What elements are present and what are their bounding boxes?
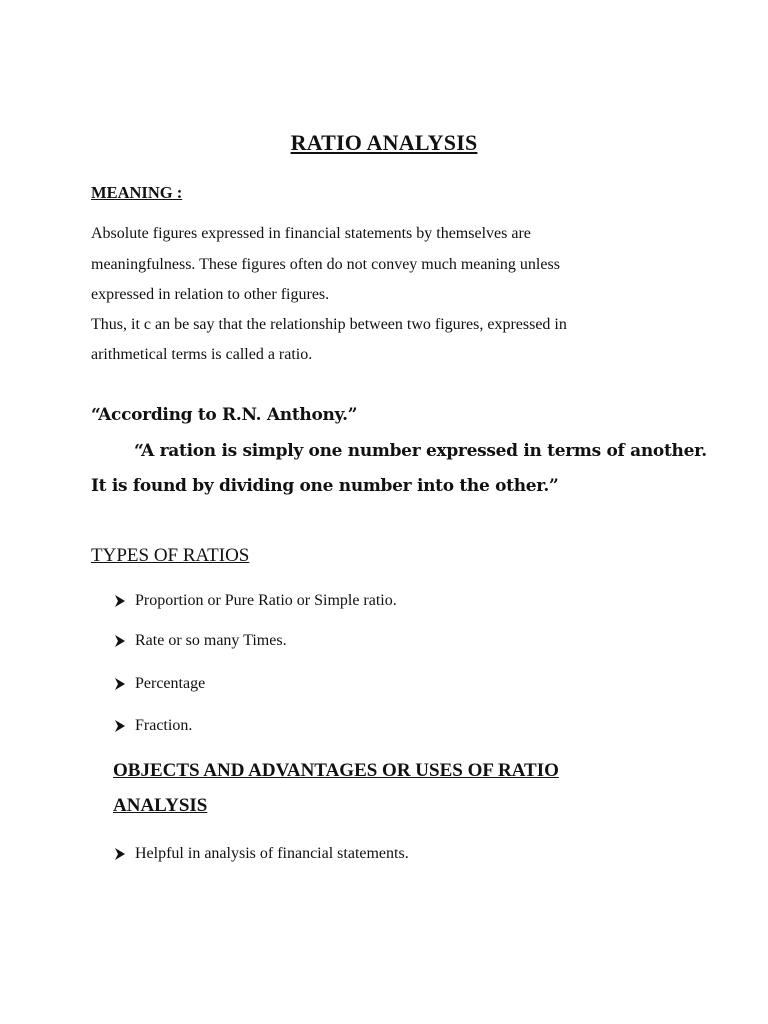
arrowhead-bullet-icon	[115, 848, 125, 860]
meaning-line-2: meaningfulness. These figures often do not convey much meaning unless	[91, 256, 560, 273]
quote-line-2: It is found by dividing one number into the other.”	[91, 476, 559, 496]
type-item-label: Rate or so many Times.	[135, 632, 287, 649]
list-item	[115, 632, 287, 650]
arrowhead-bullet-icon	[115, 595, 125, 607]
arrowhead-bullet-icon	[115, 678, 125, 690]
object-item-label: Helpful in analysis of financial statements.	[135, 845, 409, 862]
list-item	[115, 717, 192, 735]
type-item-label: Proportion or Pure Ratio or Simple ratio.	[135, 592, 397, 609]
list-item	[115, 675, 205, 693]
meaning-line-1: Absolute figures expressed in financial statements by themselves are	[91, 225, 531, 242]
meaning-line-3: expressed in relation to other figures.	[91, 286, 330, 303]
list-item	[115, 592, 397, 610]
type-item-label: Fraction.	[135, 717, 193, 734]
list-item	[115, 845, 409, 863]
type-item-label: Percentage	[135, 675, 206, 692]
quote-attribution: “According to R.N. Anthony.”	[91, 405, 358, 425]
meaning-line-5: arithmetical terms is called a ratio.	[91, 346, 313, 363]
objects-heading-line-1: OBJECTS AND ADVANTAGES OR USES OF RATIO	[113, 760, 559, 781]
document-title: RATIO ANALYSIS	[290, 130, 478, 155]
meaning-heading: MEANING :	[91, 183, 183, 202]
types-heading: TYPES OF RATIOS	[91, 545, 250, 566]
objects-heading-line-2: ANALYSIS	[113, 795, 208, 816]
meaning-line-4: Thus, it c an be say that the relationship between two figures, expressed in	[91, 316, 567, 333]
quote-line-1: “A ration is simply one number expressed in terms of another.	[134, 441, 707, 461]
arrowhead-bullet-icon	[115, 720, 125, 732]
arrowhead-bullet-icon	[115, 635, 125, 647]
